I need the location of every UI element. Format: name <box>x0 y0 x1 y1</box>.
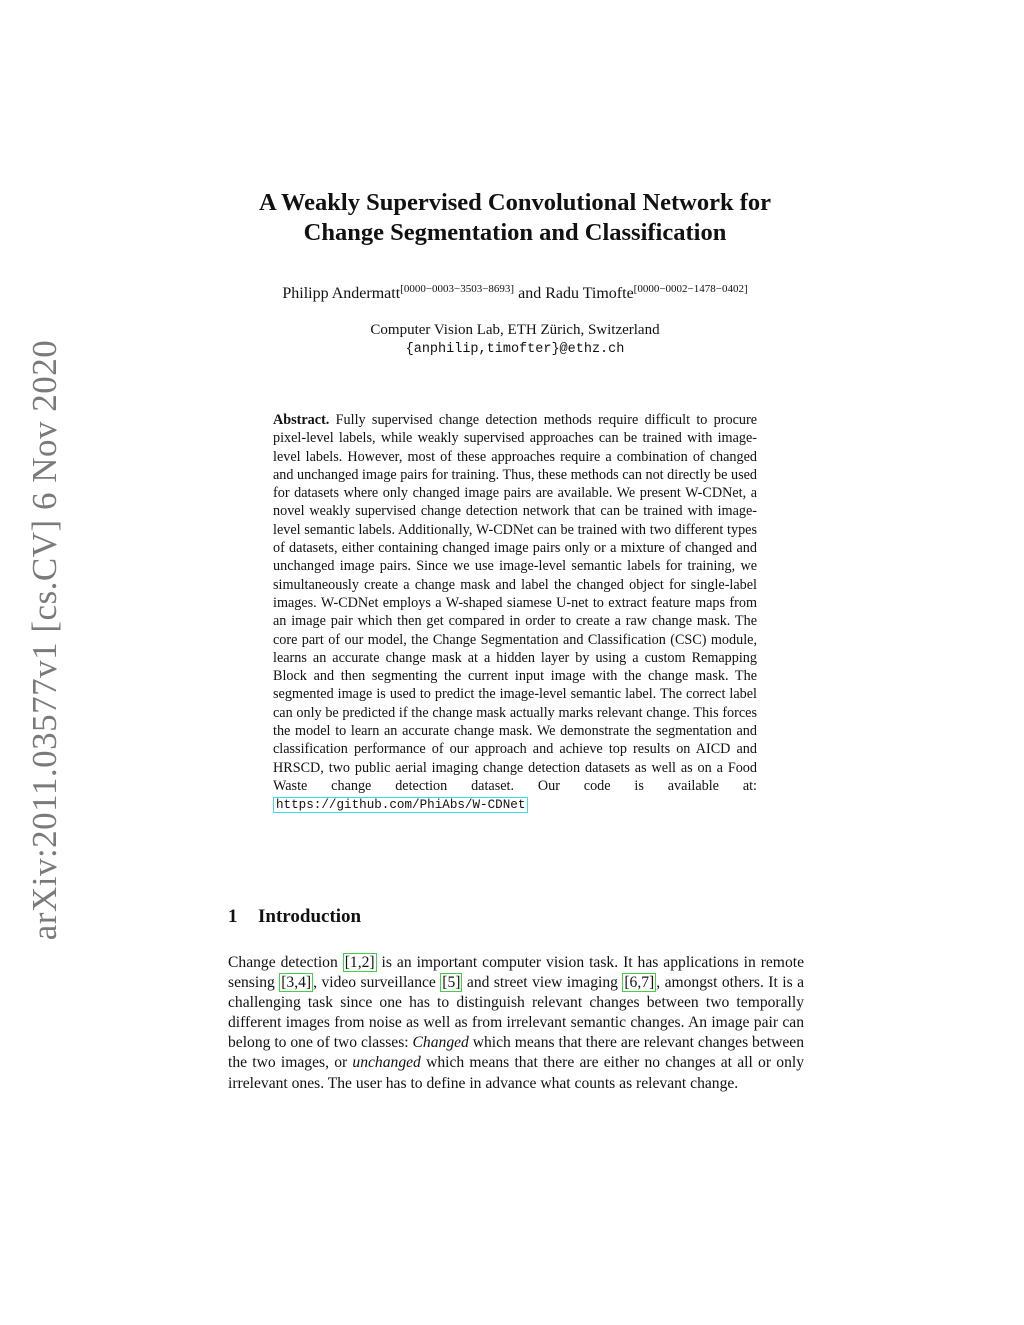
intro-text: , video surveillance <box>313 974 441 992</box>
arxiv-side-stamp <box>22 339 68 940</box>
intro-text: and street view imaging <box>462 974 623 992</box>
author-1-orcid[interactable]: [0000−0003−3503−8693] <box>400 283 515 295</box>
citation-link[interactable]: [3,4] <box>281 974 312 992</box>
intro-text: which means that there are relevant changes between the two images, or <box>228 1034 804 1072</box>
author-1-name: Philipp Andermatt <box>282 285 401 302</box>
author-2-orcid[interactable]: [0000−0002−1478−0402] <box>633 283 748 295</box>
emphasis-unchanged: unchanged <box>352 1054 421 1072</box>
title-line-1: A Weakly Supervised Convolutional Network for <box>258 189 772 216</box>
abstract-text: Fully supervised change detection methods require difficult to procure pixel-level labels, while weakly supervised approaches can be trained with image-level labels. However, most of these approaches require a combination of changed and unchanged image pairs for training. Thus, these methods can not directly be used for datasets where only changed image pairs are available. We present W-CDNet, a novel weakly supervised change detection network that can be trained with image-level semantic labels. Additionally, W-CDNet can be trained with two different types of datasets, either containing changed image pairs only or a mixture of changed and unchanged image pairs. Since we use image-level semantic labels for training, we simultaneously create a change mask and label the changed object for single-label images. W-CDNet employs a W-shaped siamese U-net to extract feature maps from an image pair which then get compared in order to create a raw change mask. The core part of our model, the Change Segmentation and Classification (CSC) module, learns an accurate change mask at a hidden layer by using a custom Remapping Block and then segmenting the current input image with the change mask. The segmented image is used to predict the image-level semantic label. The correct label can only be predicted if the change mask actually marks relevant change. This forces the model to learn an accurate change mask. We demonstrate the segmentation and classification performance of our approach and achieve top results on AICD and HRSCD, two public aerial imaging change detection datasets as well as on a Food Waste change detection dataset. Our code is available at: <box>273 412 757 794</box>
intro-text: Change detection <box>228 954 343 971</box>
section-title: Introduction <box>258 906 362 927</box>
affiliation-email[interactable]: {anphilip,timofter}@ethz.ch <box>405 342 625 357</box>
section-number: 1 <box>228 906 238 927</box>
abstract-label: Abstract. <box>273 412 330 428</box>
emphasis-changed: Changed <box>412 1034 469 1052</box>
title-line-2: Change Segmentation and Classification <box>303 219 727 246</box>
intro-text: which means that there are either no changes at all or only irrelevant ones. The user has to define in advance what counts as relevant change. <box>228 1054 804 1092</box>
affiliation <box>200 320 830 360</box>
author-2-name: Radu Timofte <box>545 285 634 302</box>
arxiv-identifier: arXiv:2011.03577v1 [cs.CV] 6 Nov 2020 <box>25 339 64 940</box>
intro-text: is an important computer vision task. It has applications in remote sensing <box>228 954 804 992</box>
citation-link[interactable]: [5] <box>442 974 461 992</box>
affiliation-lab: Computer Vision Lab, ETH Zürich, Switzerland <box>370 322 660 338</box>
paper-title <box>200 188 830 248</box>
author-list <box>160 283 870 303</box>
author-conjunction: and <box>518 285 542 302</box>
intro-text: , amongst others. It is a challenging task since one has to distinguish relevant changes between two temporally different images from noise as well as from irrelevant semantic changes. An image pair can belong to one of two classes: <box>228 974 805 1052</box>
introduction-paragraph <box>228 953 804 1094</box>
citation-link[interactable]: [6,7] <box>624 974 655 992</box>
code-repository-link[interactable]: https://github.com/PhiAbs/W-CDNet <box>273 797 528 813</box>
citation-link[interactable]: [1,2] <box>344 954 375 971</box>
section-heading-introduction <box>228 906 361 928</box>
abstract <box>273 411 757 815</box>
